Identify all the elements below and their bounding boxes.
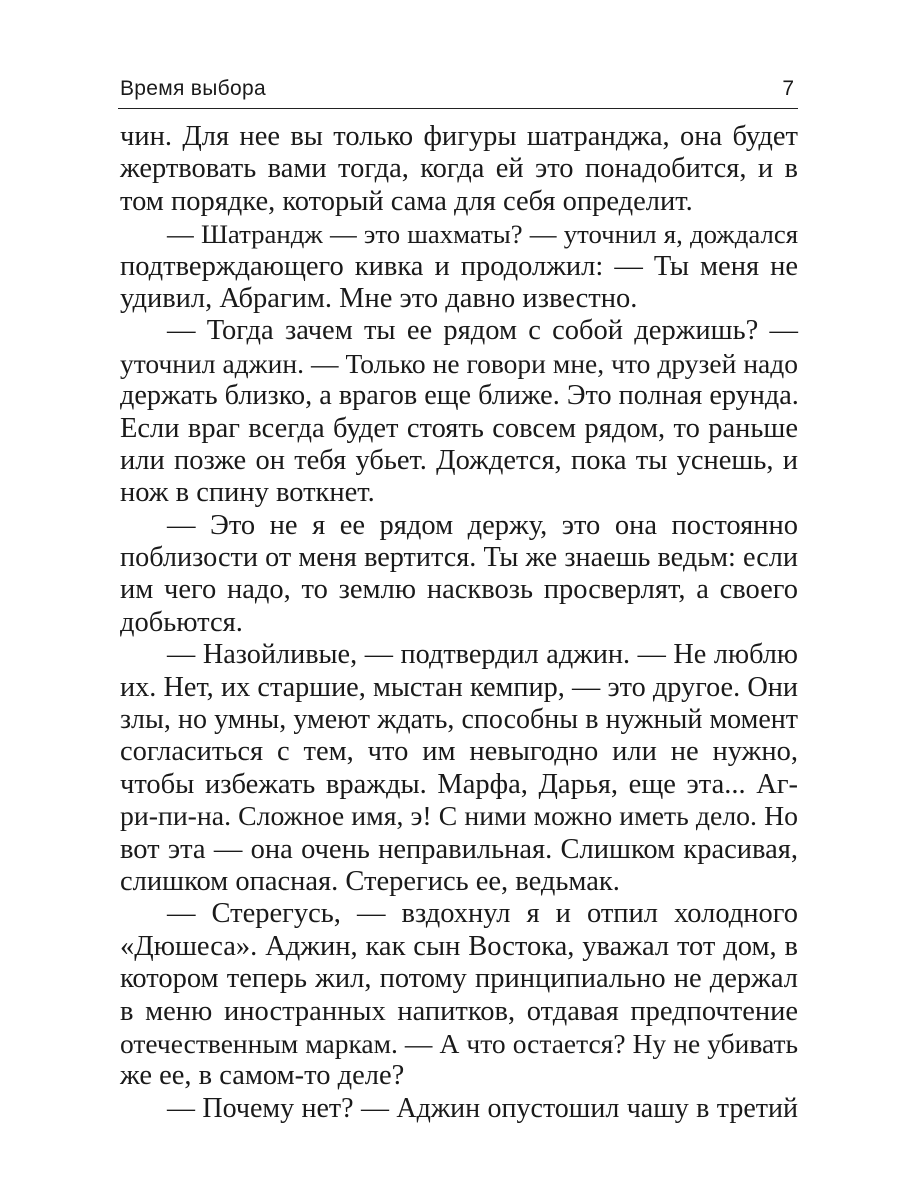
page-number: 7 (782, 77, 794, 100)
text-line: или позже он тебя убьет. Дождется, пока ты уснешь, и (120, 444, 798, 476)
text-line: ри-пи-на. Сложное имя, э! С ними можно иметь дело. Но (120, 801, 798, 833)
text-line: — Стерегусь, — вздохнул я и отпил холодного (167, 898, 798, 930)
text-line: чин. Для нее вы только фигуры шатранджа, она будет (120, 121, 798, 152)
text-line: Если враг всегда будет стоять совсем рядом, то раньше (120, 412, 798, 444)
text-line: чтобы избежать вражды. Марфа, Дарья, еще эта... Аг- (120, 768, 798, 800)
running-header (120, 76, 798, 102)
text-line: злы, но умны, умеют ждать, способны в нужный момент (120, 704, 798, 736)
text-line: том порядке, который сама для себя определит. (120, 185, 693, 217)
text-line: — Это не я ее рядом держу, это она постоянно (167, 509, 798, 541)
text-line: держать близко, а врагов еще ближе. Это полная ерунда. (120, 380, 799, 412)
text-line: котором теперь жил, потому принципиально не держал (120, 963, 798, 995)
running-title: Время выбора (120, 77, 266, 100)
text-line: удивил, Абрагим. Мне это давно известно. (120, 282, 638, 314)
text-line: «Дюшеса». Аджин, как сын Востока, уважал тот дом, в (120, 930, 798, 962)
text-line: добьются. (120, 606, 243, 638)
text-line: отечественным маркам. — А что остается? Ну не убивать (120, 1027, 798, 1059)
text-line: слишком опасная. Стерегись ее, ведьмак. (120, 865, 620, 897)
header-rule (118, 108, 798, 109)
text-line: согласиться с тем, что им невыгодно или не нужно, (120, 736, 798, 768)
text-line: им чего надо, то землю насквозь просверлят, а своего (120, 574, 798, 606)
text-line: же ее, в самом-то деле? (120, 1060, 405, 1092)
text-line: поблизости от меня вертится. Ты же знаешь ведьм: если (120, 542, 798, 574)
text-line: нож в спину воткнет. (120, 477, 375, 509)
text-line: уточнил аджин. — Только не говори мне, что друзей надо (120, 347, 798, 379)
text-line: подтверждающего кивка и продолжил: — Ты меня не (120, 250, 798, 282)
text-line: — Шатрандж — это шахматы? — уточнил я, дождался (167, 219, 798, 250)
text-line: вот эта — она очень неправильная. Слишком красивая, (120, 833, 798, 865)
body-text (120, 121, 798, 1125)
text-line: — Назойливые, — подтвердил аджин. — Не люблю (167, 639, 798, 671)
text-line: жертвовать вами тогда, когда ей это понадобится, и в (120, 153, 798, 185)
text-line: — Тогда зачем ты ее рядом с собой держишь? — (167, 315, 798, 347)
text-line: их. Нет, их старшие, мыстан кемпир, — это другое. Они (120, 671, 798, 703)
text-line: — Почему нет? — Аджин опустошил чашу в третий (167, 1092, 798, 1124)
text-line: в меню иностранных напитков, отдавая предпочтение (120, 995, 798, 1027)
